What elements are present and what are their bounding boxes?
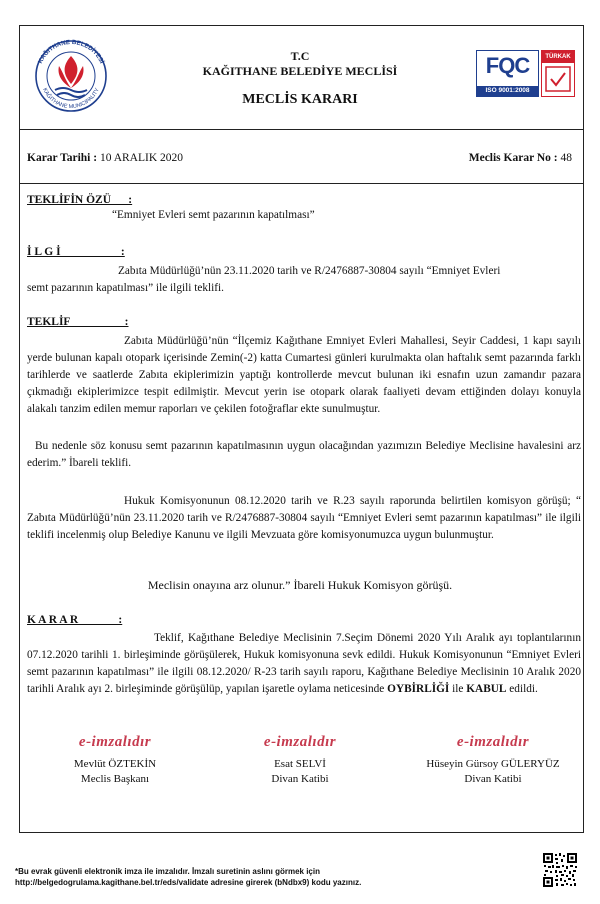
reference-line-2: semt pazarının kapatılması” ile ilgili teklifi. — [27, 282, 225, 294]
signature-secretary-1 — [245, 734, 355, 785]
proposal-summary-heading: TEKLİFİN ÖZÜ : — [27, 194, 133, 206]
reference-text — [27, 263, 581, 297]
unanimity-text: OYBİRLİĞİ — [387, 683, 450, 695]
council-heading: KAĞITHANE BELEDİYE MECLİSİ — [202, 64, 398, 78]
logo-top-text: KAĞITHANE BELEDİYESİ — [36, 38, 106, 65]
turkak-text: TÜRKAK — [542, 51, 574, 63]
signatory-name: Hüseyin Gürsoy GÜLERYÜZ — [426, 758, 560, 770]
legal-commission-paragraph: Hukuk Komisyonunun 08.12.2020 tarih ve R.23 sayılı raporunda belirtilen komisyon görüşü; “ Zabıta Müdürlüğü’nün 23.11.2020 tarih ve R/2476887-30804 sayılı “Emniyet Evleri semt pazarının kapatılması” ile ilgili teklifi incelenmiş olup Belediye Kanunu ve ilgili Mevzuata göre komisyonumuzca uygun bulunmuştur. — [27, 495, 581, 541]
decision-date-label: Karar Tarihi : — [27, 152, 98, 164]
decision-date — [27, 152, 183, 164]
proposal-summary-text: “Emniyet Evleri semt pazarının kapatılması” — [112, 209, 315, 221]
e-signature-stamp: e-imzalıdır — [78, 734, 152, 750]
verification-note — [15, 866, 515, 888]
decision-date-value: 10 ARALIK 2020 — [99, 152, 184, 164]
decision-ending: edildi. — [506, 683, 538, 695]
fqc-text: FQC — [485, 53, 530, 78]
e-signature-stamp: e-imzalıdır — [263, 734, 337, 750]
tc-heading: T.C — [290, 49, 310, 63]
verification-line-1: *Bu evrak güvenli elektronik imza ile imzalıdır. İmzalı suretinin aslını görmek için — [15, 867, 320, 876]
signature-chairman — [60, 734, 170, 785]
signature-secretary-2 — [418, 734, 568, 785]
acceptance-text: KABUL — [466, 683, 507, 695]
header-divider — [19, 129, 584, 130]
decision-heading: K A R A R : — [27, 614, 123, 626]
reference-line-1: Zabıta Müdürlüğü’nün 23.11.2020 tarih ve R/2476887-30804 sayılı “Emniyet Evleri — [118, 265, 501, 277]
proposal-paragraph-2: Bu nedenle söz konusu semt pazarının kapatılmasının uygun olacağından yazımızın Belediye Meclisine havalesini arz ederim.” İbareli teklifi. — [27, 440, 581, 469]
decision-text: Teklif, Kağıthane Belediye Meclisinin 7.Seçim Dönemi 2020 Yılı Aralık ayı toplantılarının 07.12.2020 tarihli 1. birleşiminde görüşülerek, Hukuk komisyonuna sevk edildi. Hukuk Komisyonunun “Emniyet Evleri semt pazarının kapatılması” ile ilgili 08.12.2020/ R-23 tarih sayılı raporu, Kağıthane Belediye Meclisinin 10 Aralık 2020 tarihli Aralık ayı 2. birleşiminde görüşülüp, yapılan işaretle oylama neticesinde — [27, 632, 581, 695]
document-title: MECLİS KARARI — [242, 92, 358, 107]
reference-heading: İ L G İ : — [27, 246, 125, 258]
signatory-name: Mevlüt ÖZTEKİN — [73, 758, 157, 770]
signatory-name: Esat SELVİ — [274, 758, 326, 770]
proposal-paragraph-1: Zabıta Müdürlüğü’nün “İlçemiz Kağıthane Emniyet Evleri Mahallesi, Seyir Caddesi, 1 kapı sayılı yerde bulunan kapalı otopark içerisinde Zemin(-2) katta Cumartesi günleri kurulmakta olan haftalık semt pazarında farklı tarihlerde ve saatlerde Zabıta ekiplerimizin yaptığı kontrollerde mevcut bulunan iki esnafın uzun zamandır pazara çıkmadığı ekiplerimizce tespit edilmiştir. Mevcut yerin ise otopark olarak faaliyeti devam ettiğinden dolayı konuyla alakalı tanzim edilen memur raporları ve çekilen fotoğraflar ekte sunulmuştur. — [27, 335, 581, 415]
meta-divider — [19, 183, 584, 184]
turkak-badge — [541, 50, 575, 97]
turkak-mark-icon — [542, 63, 574, 96]
fqc-badge — [476, 50, 539, 97]
verification-line-2: http://belgedogrulama.kagithane.bel.tr/eds/validate adresine girerek (bNdbx9) kodu yazınız. — [15, 878, 362, 887]
proposal-heading: TEKLİF : — [27, 316, 129, 328]
decision-connector: ile — [449, 683, 467, 695]
decision-paragraph — [27, 630, 581, 698]
iso-label: ISO 9001:2008 — [477, 86, 538, 96]
signatory-title: Divan Katibi — [271, 773, 329, 785]
decision-number-value: 48 — [560, 152, 572, 164]
decision-number — [469, 152, 572, 164]
e-signature-stamp: e-imzalıdır — [456, 734, 530, 750]
decision-number-label: Meclis Karar No : — [468, 152, 558, 164]
signatory-title: Meclis Başkanı — [80, 773, 150, 785]
qr-code-icon — [542, 852, 578, 888]
signatory-title: Divan Katibi — [464, 773, 522, 785]
document-frame — [19, 25, 584, 833]
approval-text: Meclisin onayına arz olunur.” İbareli Hukuk Komisyon görüşü. — [147, 578, 453, 592]
logo-bottom-text: KAĞITHANE MUNICIPALITY — [41, 87, 101, 111]
